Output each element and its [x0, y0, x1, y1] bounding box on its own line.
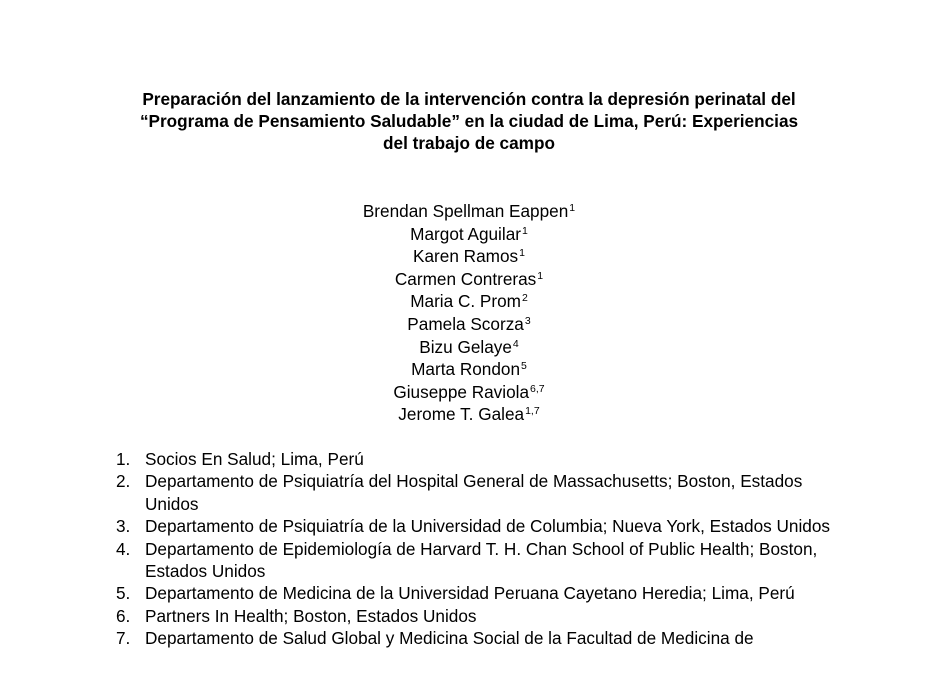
affiliation-item	[0, 470, 938, 515]
author-name: Marta Rondon	[411, 359, 521, 380]
author	[0, 403, 938, 426]
author	[0, 336, 938, 359]
affiliation-item	[0, 448, 938, 470]
author-name: Margot Aguilar	[410, 223, 521, 244]
affiliation-number: 5.	[116, 583, 131, 604]
author-affiliation-mark: 1	[519, 247, 525, 260]
author-affiliation-mark: 4	[512, 337, 519, 350]
author-affiliation-mark: 3	[524, 314, 531, 327]
author-name: Giuseppe Raviola	[393, 381, 530, 402]
author	[0, 290, 938, 313]
author-name: Bizu Gelaye	[419, 336, 512, 357]
affiliation-item	[0, 627, 938, 649]
affiliation-item	[0, 582, 938, 604]
affiliation-text: Departamento de Psiquiatría del Hospital General de Massachusetts; Boston, Estados Unidos	[145, 471, 803, 514]
affiliation-text: Partners In Health; Boston, Estados Unidos	[145, 605, 477, 626]
affiliation-number: 4.	[116, 538, 131, 559]
paper-title-line: “Programa de Pensamiento Saludable” en la ciudad de Lima, Perú: Experiencias	[139, 111, 799, 131]
affiliation-item	[0, 515, 938, 537]
author-list	[0, 200, 938, 426]
author	[0, 313, 938, 336]
affiliation-text: Departamento de Salud Global y Medicina Social de la Facultad de Medicina de	[145, 628, 754, 649]
paper-title-line: Preparación del lanzamiento de la intervención contra la depresión perinatal del	[142, 89, 796, 109]
author-affiliation-mark: 1	[537, 269, 544, 282]
affiliation-number: 2.	[116, 471, 131, 492]
author	[0, 245, 938, 268]
author-affiliation-mark: 2	[521, 292, 528, 305]
affiliation-number: 3.	[116, 516, 131, 537]
author-name: Maria C. Prom	[410, 291, 521, 312]
paper-title	[60, 88, 878, 154]
affiliation-list	[0, 448, 938, 650]
author	[0, 223, 938, 246]
affiliation-item	[0, 605, 938, 627]
affiliation-number: 6.	[116, 605, 131, 626]
author-name: Pamela Scorza	[407, 313, 524, 334]
author-name: Karen Ramos	[413, 246, 519, 267]
affiliation-number: 1.	[116, 449, 131, 469]
author	[0, 358, 938, 381]
author-name: Jerome T. Galea	[398, 404, 525, 425]
paper-title-line: del trabajo de campo	[383, 133, 555, 153]
author-affiliation-mark: 1,7	[525, 405, 540, 418]
author	[0, 200, 938, 223]
author-affiliation-mark: 1	[521, 224, 528, 237]
author-affiliation-mark: 6,7	[530, 382, 545, 395]
affiliation-number: 7.	[116, 628, 131, 649]
author-name: Brendan Spellman Eappen	[362, 201, 569, 221]
affiliation-item	[0, 538, 938, 583]
affiliation-text: Departamento de Psiquiatría de la Universidad de Columbia; Nueva York, Estados Unidos	[145, 516, 831, 537]
author	[0, 268, 938, 291]
affiliation-text: Departamento de Medicina de la Universidad Peruana Cayetano Heredia; Lima, Perú	[145, 583, 795, 604]
affiliation-text: Socios En Salud; Lima, Perú	[145, 449, 364, 469]
author-affiliation-mark: 5	[521, 360, 527, 373]
author	[0, 381, 938, 404]
affiliation-text: Departamento de Epidemiología de Harvard T. H. Chan School of Public Health; Boston, Estados Unidos	[145, 538, 818, 582]
author-affiliation-mark: 1	[569, 202, 576, 214]
author-name: Carmen Contreras	[394, 268, 537, 289]
